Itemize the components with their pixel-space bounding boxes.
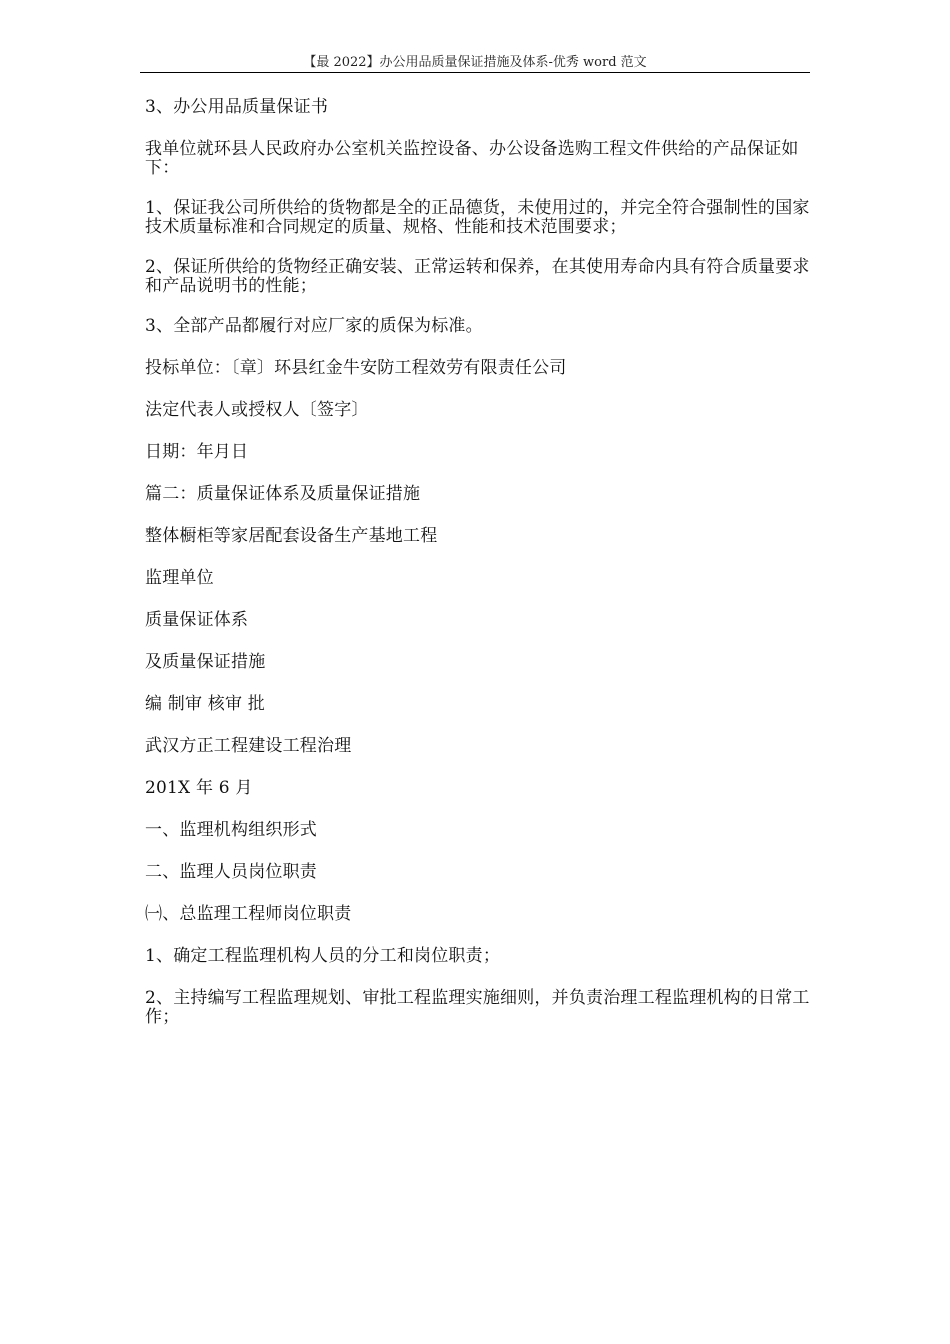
supervision-unit: 监理单位	[145, 568, 214, 588]
section-one-heading: 一、监理机构组织形式	[145, 820, 317, 840]
subsection-one-heading: ㈠、总监理工程师岗位职责	[145, 904, 352, 924]
duty-item-1: 1、确定工程监理机构人员的分工和岗位职责；	[145, 946, 501, 966]
quality-measures-title: 及质量保证措施	[145, 652, 266, 672]
quality-system-title: 质量保证体系	[145, 610, 249, 630]
document-body	[145, 98, 810, 1048]
paragraph-item-2: 2、保证所供给的货物经正确安装、正常运转和保养，在其使用寿命内具有符合质量要求和产品说明书的性能；	[145, 257, 810, 296]
part-two-heading: 篇二：质量保证体系及质量保证措施	[145, 484, 421, 504]
representative-line: 法定代表人或授权人〔签字〕	[145, 400, 369, 420]
page-header: 【最 2022】办公用品质量保证措施及体系-优秀 word 范文	[140, 56, 810, 73]
paragraph-item-3: 3、全部产品都履行对应厂家的质保为标准。	[145, 316, 483, 336]
paragraph-intro: 我单位就环县人民政府办公室机关监控设备、办公设备选购工程文件供给的产品保证如下：	[145, 139, 799, 178]
approval-line: 编 制审 核审 批	[145, 694, 266, 714]
company-name: 武汉方正工程建设工程治理	[145, 736, 352, 756]
project-name: 整体橱柜等家居配套设备生产基地工程	[145, 526, 438, 546]
document-date: 201X 年 6 月	[145, 778, 253, 798]
bidder-line: 投标单位：〔章〕环县红金牛安防工程效劳有限责任公司	[145, 358, 567, 378]
duty-item-2: 2、主持编写工程监理规划、审批工程监理实施细则，并负责治理工程监理机构的日常工作；	[145, 988, 810, 1027]
section-two-heading: 二、监理人员岗位职责	[145, 862, 317, 882]
date-line: 日期：年月日	[145, 442, 249, 462]
paragraph-item-1: 1、保证我公司所供给的货物都是全的正品德货，未使用过的，并完全符合强制性的国家技术质量标准和合同规定的质量、规格、性能和技术范围要求；	[145, 198, 810, 237]
section-heading-quality-guarantee: 3、办公用品质量保证书	[145, 97, 329, 117]
